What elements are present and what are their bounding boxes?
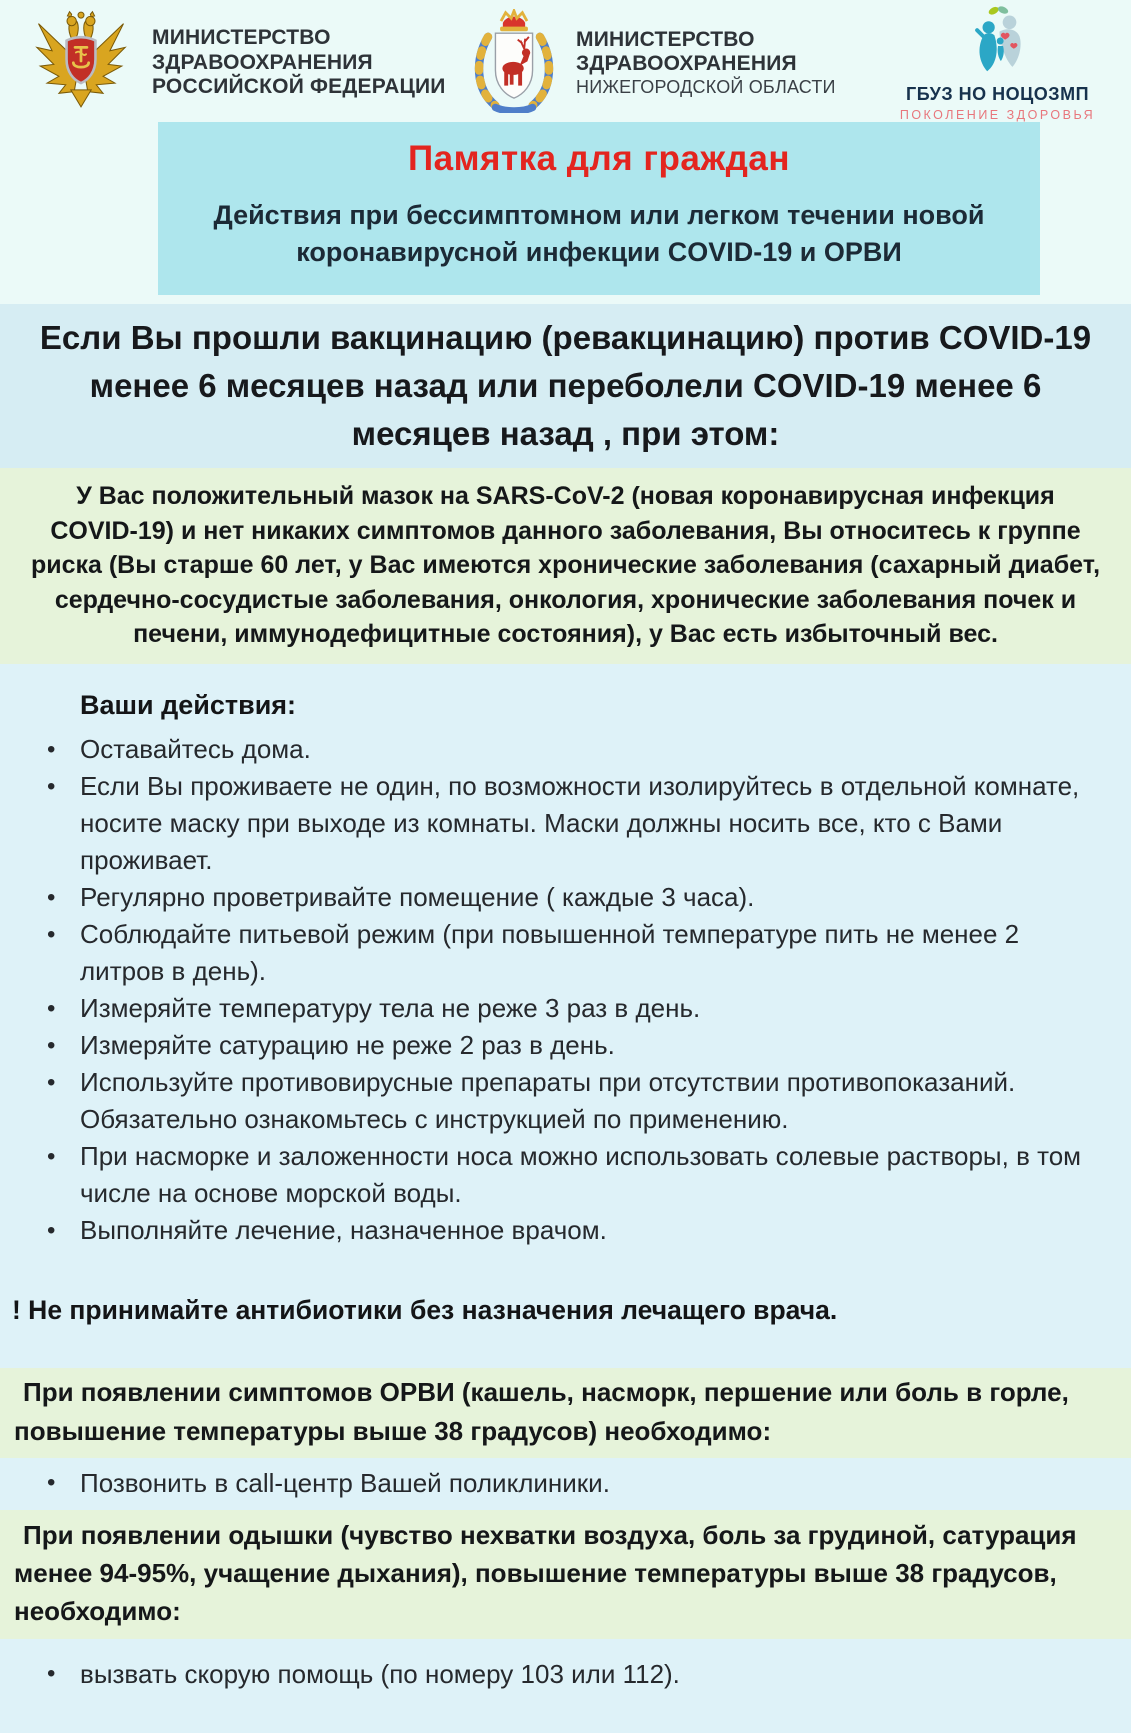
- org3-subtitle: ПОКОЛЕНИЕ ЗДОРОВЬЯ: [899, 107, 1096, 122]
- dyspnea-action-list: [45, 1655, 1107, 1693]
- orvi-symptoms-box: При появлении симптомов ОРВИ (кашель, насморк, першение или боль в горле, повышение температуры выше 38 градусов) необходимо:: [0, 1368, 1131, 1458]
- subtitle-line: Действия при бессимптомном или легком течении новой: [213, 200, 985, 230]
- org2-line1: МИНИСТЕРСТВО: [576, 27, 755, 51]
- top-area: [0, 0, 1131, 304]
- org1-line3: РОССИЙСКОЙ ФЕДЕРАЦИИ: [152, 75, 446, 99]
- nizhny-novgorod-crest-icon: [466, 9, 562, 118]
- list-item: • Выполняйте лечение, назначенное врачом.: [45, 1212, 1107, 1249]
- subtitle-line: коронавирусной инфекции COVID-19 и ОРВИ: [296, 237, 902, 267]
- risk-line: У Вас положительный мазок на SARS-CoV-2 (новая коронавирусная инфекция: [76, 482, 1055, 510]
- org1-line1: МИНИСТЕРСТВО: [152, 25, 331, 49]
- risk-line: сердечно-сосудистые заболевания, онкология, хронические заболевания почек и: [54, 585, 1077, 614]
- list-item: • При насморке и заложенности носа можно использовать солевые растворы, в том числе на основе морской воды.: [45, 1138, 1107, 1212]
- list-item: • вызвать скорую помощь (по номеру 103 или 112).: [45, 1655, 1107, 1693]
- dyspnea-action-row: [0, 1639, 1131, 1733]
- actions-heading: Ваши действия:: [80, 689, 297, 720]
- risk-group-box: [0, 468, 1131, 664]
- band-line: Если Вы прошли вакцинацию (ревакцинацию) против COVID-19: [39, 319, 1092, 356]
- page-title: Памятка для граждан: [408, 139, 790, 178]
- gbuz-logo-block: [890, 5, 1105, 122]
- org2-line3: НИЖЕГОРОДСКОЙ ОБЛАСТИ: [576, 77, 836, 98]
- header: [0, 0, 1131, 122]
- page-subtitle: [172, 197, 1026, 271]
- orvi-action-list: [45, 1464, 1107, 1502]
- band-line: месяцев назад , при этом:: [351, 415, 780, 452]
- band-line: менее 6 месяцев назад или переболели COVID-19 менее 6: [89, 367, 1042, 404]
- actions-section: [0, 664, 1131, 1326]
- vaccination-alert-band: [0, 304, 1131, 468]
- list-item: • Измеряйте температуру тела не реже 3 раз в день.: [45, 990, 1107, 1027]
- antibiotics-warning: ! Не принимайте антибиотики без назначения лечащего врача.: [12, 1294, 838, 1325]
- list-item: • Если Вы проживаете не один, по возможности изолируйтесь в отдельной комнате, носите маску при выходе из комнаты. Маски должны носить все, кто с Вами проживает.: [45, 768, 1107, 879]
- org2-line2: ЗДРАВООХРАНЕНИЯ: [576, 52, 797, 76]
- dyspnea-box: При появлении одышки (чувство нехватки воздуха, боль за грудиной, сатурация менее 94-95%, учащение дыхания), повышение температуры выше 38 градусов, необходимо:: [0, 1510, 1131, 1639]
- org1-title: [152, 26, 452, 100]
- list-item: • Позвонить в call-центр Вашей поликлиники.: [45, 1464, 1107, 1502]
- list-item: • Соблюдайте питьевой режим (при повышенной температуре пить не менее 2 литров в день).: [45, 916, 1107, 990]
- list-item: • Используйте противовирусные препараты при отсутствии противопоказаний. Обязательно ознакомьтесь с инструкцией по применению.: [45, 1064, 1107, 1138]
- risk-line: риска (Вы старше 60 лет, у Вас имеются хронические заболевания (сахарный диабет,: [30, 551, 1101, 579]
- actions-list: [45, 731, 1107, 1249]
- org3-name: ГБУЗ НО НОЦОЗМП: [905, 83, 1090, 104]
- title-box: [158, 122, 1040, 295]
- org1-line2: ЗДРАВООХРАНЕНИЯ: [152, 50, 373, 74]
- gbuz-family-logo-icon: [961, 5, 1035, 82]
- risk-line: COVID-19) и нет никаких симптомов данного заболевания, Вы относитесь к группе: [50, 516, 1081, 545]
- list-item: • Измеряйте сатурацию не реже 2 раз в день.: [45, 1027, 1107, 1064]
- org2-title: [576, 28, 836, 99]
- rf-health-ministry-emblem-icon: [30, 8, 132, 119]
- risk-line: печени, иммунодефицитные состояния), у Вас есть избыточный вес.: [133, 620, 998, 648]
- list-item: • Регулярно проветривайте помещение ( каждые 3 часа).: [45, 879, 1107, 916]
- list-item: • Оставайтесь дома.: [45, 731, 1107, 768]
- orvi-action-row: [0, 1458, 1131, 1510]
